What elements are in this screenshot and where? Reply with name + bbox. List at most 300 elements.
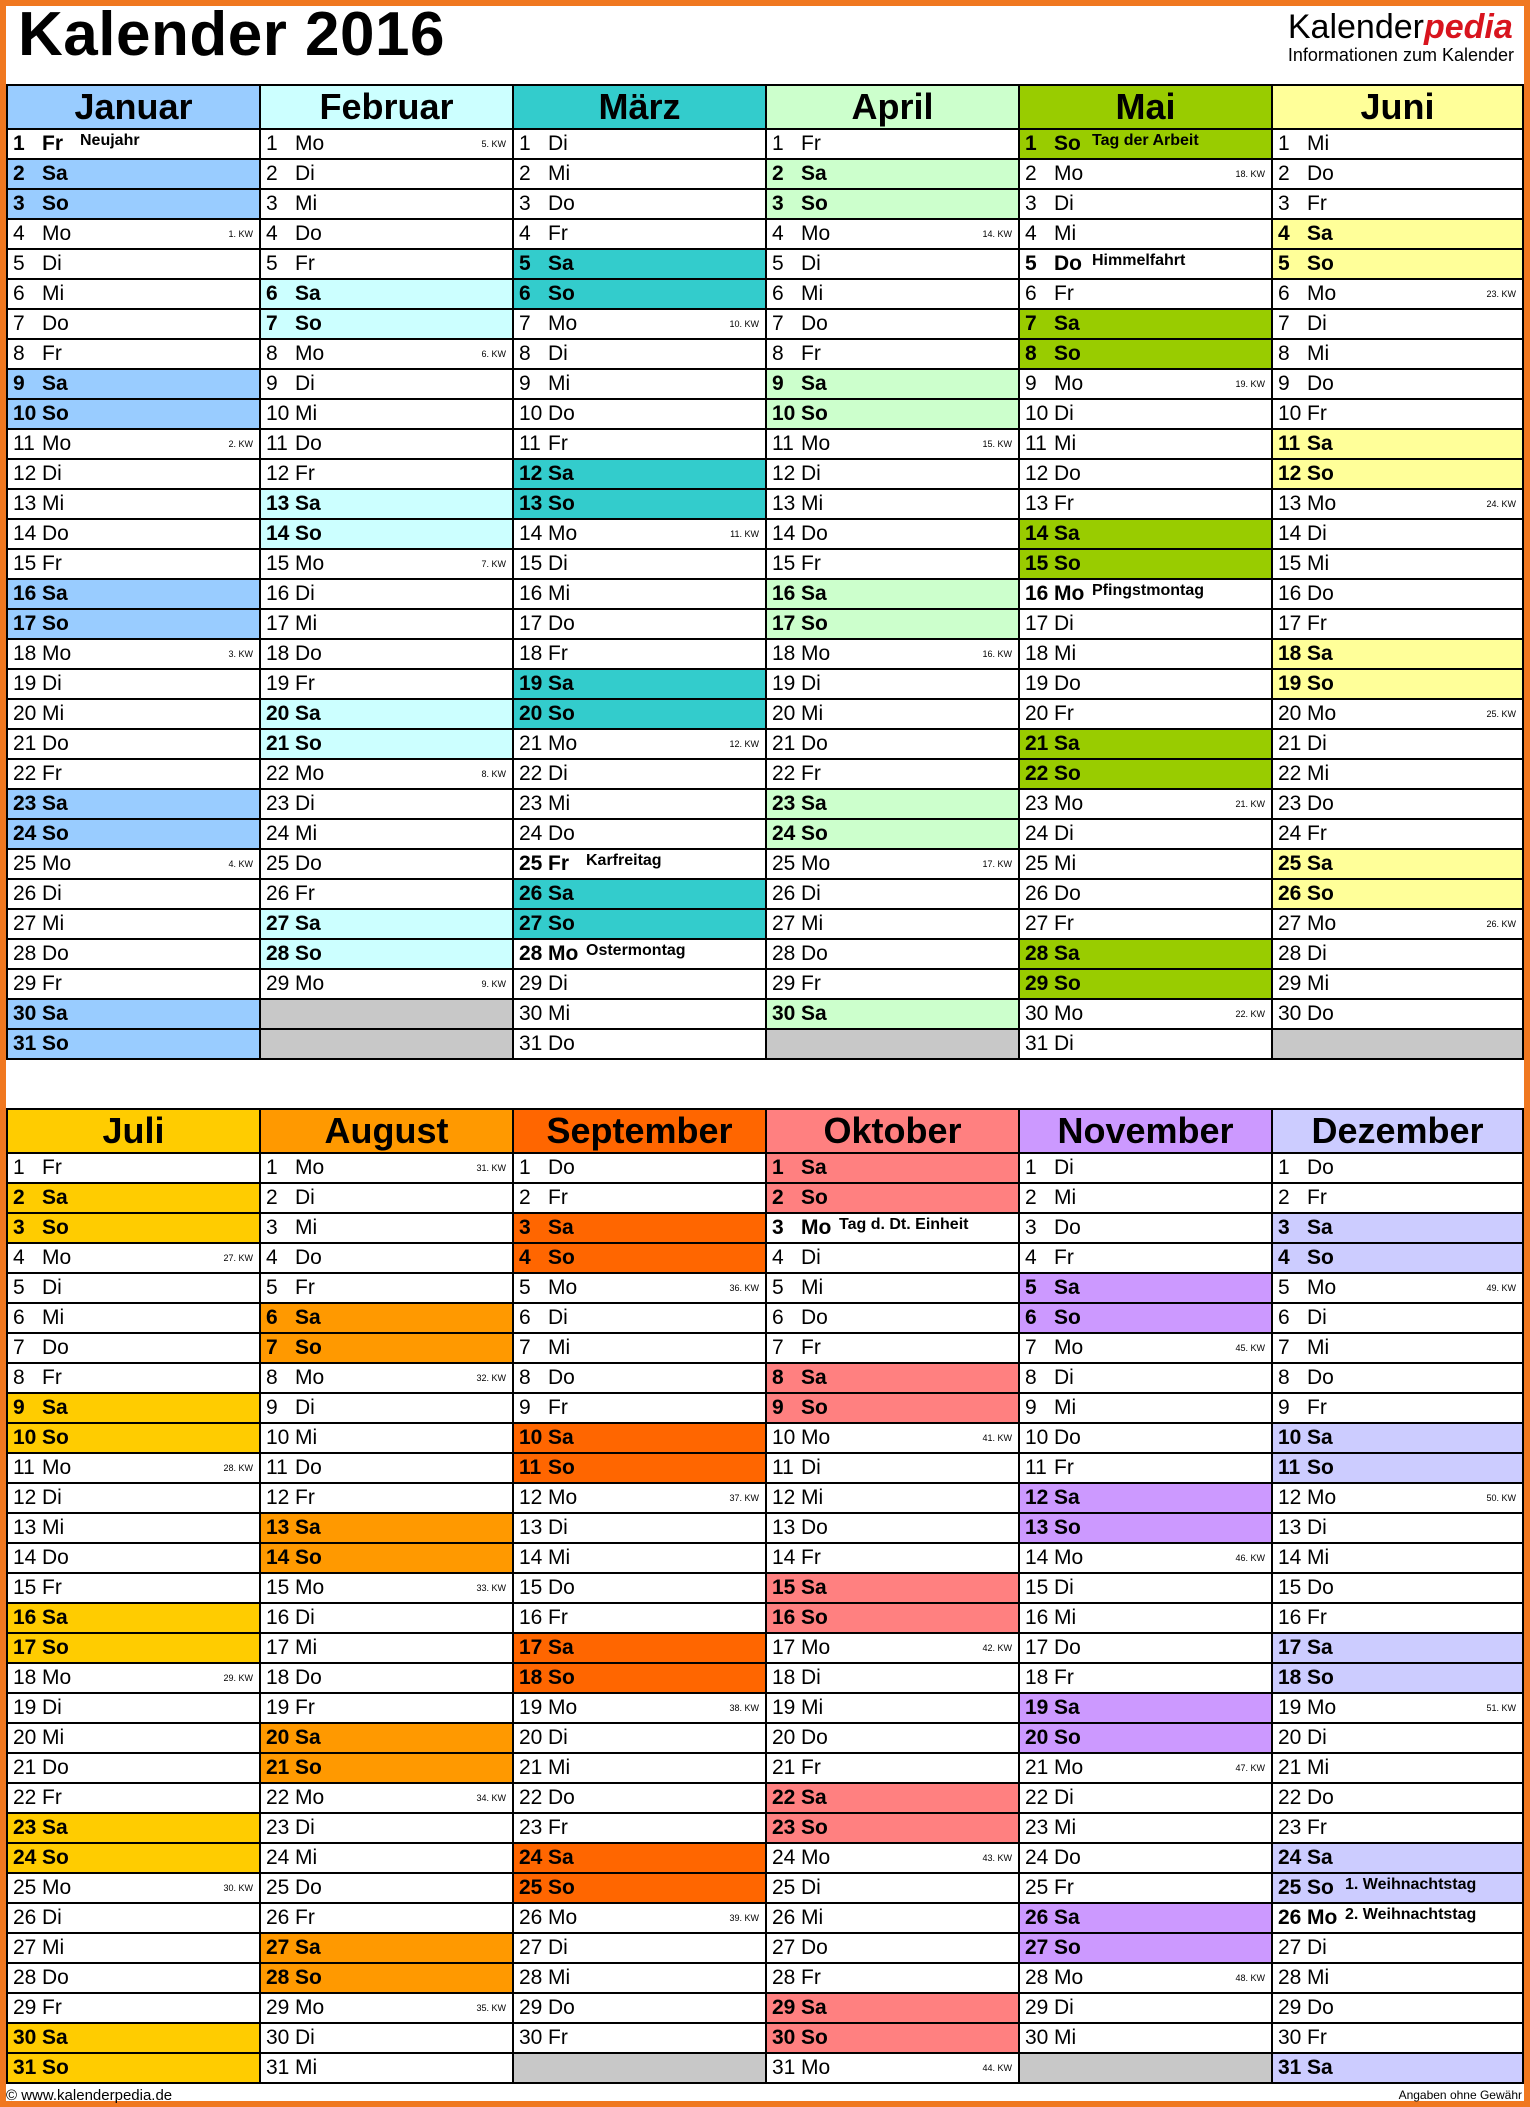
day-number: 20: [519, 1726, 543, 1749]
day-row: [8, 940, 259, 970]
day-number: 7: [1278, 312, 1290, 335]
day-row: [1020, 1934, 1271, 1964]
day-row: [514, 160, 765, 190]
month-column-april: [765, 84, 1018, 1060]
week-number: 26. KW: [1486, 919, 1516, 929]
weekday: Fr: [548, 1396, 568, 1419]
day-row: [1020, 1184, 1271, 1214]
day-row: [1020, 190, 1271, 220]
weekday: Do: [295, 1876, 322, 1899]
day-number: 4: [519, 222, 531, 245]
weekday: Fr: [1054, 1246, 1074, 1269]
weekday: Di: [1054, 192, 1074, 215]
weekday: Di: [1307, 942, 1327, 965]
weekday: Fr: [801, 972, 821, 995]
weekday: Do: [1054, 1846, 1081, 1869]
day-number: 3: [519, 1216, 531, 1239]
weekday: So: [1307, 1666, 1334, 1689]
day-number: 2: [772, 1186, 784, 1209]
weekday: Do: [548, 1996, 575, 2019]
weekday: Mo: [1054, 162, 1084, 185]
day-number: 13: [13, 492, 37, 515]
day-number: 7: [13, 1336, 25, 1359]
day-row: [767, 1574, 1018, 1604]
weekday: Di: [548, 1726, 568, 1749]
day-number: 5: [266, 1276, 278, 1299]
day-row: [1273, 1364, 1522, 1394]
day-row: [1020, 1634, 1271, 1664]
day-number: 28: [519, 942, 543, 965]
month-column-november: [1018, 1108, 1271, 2084]
weekday: Di: [1054, 1032, 1074, 1055]
day-row: [1020, 520, 1271, 550]
day-number: 3: [1025, 192, 1037, 215]
day-row: [1273, 1934, 1522, 1964]
day-row: [261, 520, 512, 550]
weekday: Mo: [42, 222, 72, 245]
day-number: 3: [266, 192, 278, 215]
day-row: [261, 1244, 512, 1274]
day-number: 28: [266, 942, 290, 965]
day-row: [261, 1364, 512, 1394]
weekday: Fr: [1054, 282, 1074, 305]
weekday: Di: [295, 792, 315, 815]
weekday: Fr: [1307, 2026, 1327, 2049]
day-number: 19: [519, 1696, 543, 1719]
day-row: [261, 1754, 512, 1784]
day-row: [767, 820, 1018, 850]
day-number: 31: [1278, 2056, 1302, 2079]
day-row: [8, 130, 259, 160]
weekday: Do: [801, 312, 828, 335]
weekday: Mo: [295, 1576, 325, 1599]
week-number: 31. KW: [476, 1163, 506, 1173]
month-header: Juli: [8, 1108, 259, 1154]
day-number: 29: [266, 972, 290, 995]
weekday: Mi: [1054, 222, 1077, 245]
day-number: 27: [1025, 912, 1049, 935]
weekday: Sa: [1054, 312, 1080, 335]
weekday: Fr: [42, 1156, 62, 1179]
weekday: Mo: [295, 1996, 325, 2019]
weekday: Do: [548, 1156, 575, 1179]
day-number: 2: [772, 162, 784, 185]
day-number: 29: [772, 972, 796, 995]
weekday: Di: [801, 1876, 821, 1899]
day-number: 10: [266, 402, 290, 425]
day-number: 19: [13, 1696, 37, 1719]
day-row: [261, 490, 512, 520]
day-number: 18: [266, 642, 290, 665]
day-row: [767, 940, 1018, 970]
weekday: Mi: [1054, 1396, 1077, 1419]
weekday: Do: [1307, 1576, 1334, 1599]
day-row: [767, 400, 1018, 430]
weekday: Sa: [801, 1576, 827, 1599]
day-number: 28: [13, 1966, 37, 1989]
day-number: 7: [266, 312, 278, 335]
day-row: [261, 460, 512, 490]
day-number: 21: [13, 1756, 37, 1779]
day-number: 27: [772, 912, 796, 935]
day-row: [1273, 640, 1522, 670]
day-row: [767, 2024, 1018, 2054]
day-row: [1273, 730, 1522, 760]
weekday: Di: [1054, 822, 1074, 845]
day-number: 8: [1025, 342, 1037, 365]
weekday: Mi: [42, 702, 65, 725]
day-number: 19: [1278, 1696, 1302, 1719]
day-row: [261, 1874, 512, 1904]
day-row: [261, 1724, 512, 1754]
week-number: 50. KW: [1486, 1493, 1516, 1503]
day-number: 21: [266, 1756, 290, 1779]
day-row: [1020, 640, 1271, 670]
day-number: 17: [1025, 1636, 1049, 1659]
weekday: Di: [801, 672, 821, 695]
weekday: Sa: [42, 582, 68, 605]
day-row: [767, 1484, 1018, 1514]
day-number: 3: [1278, 1216, 1290, 1239]
day-number: 30: [519, 1002, 543, 1025]
day-row: [767, 1874, 1018, 1904]
day-row: [1020, 1844, 1271, 1874]
day-number: 3: [13, 192, 25, 215]
day-number: 24: [1278, 822, 1302, 845]
day-row: [767, 1214, 1018, 1244]
day-row: [1273, 2024, 1522, 2054]
weekday: Mi: [1307, 1546, 1330, 1569]
weekday: Di: [295, 582, 315, 605]
weekday: Mo: [801, 642, 831, 665]
day-row: [1273, 850, 1522, 880]
day-number: 2: [266, 1186, 278, 1209]
day-row: [1273, 1214, 1522, 1244]
day-number: 17: [772, 1636, 796, 1659]
page-title: Kalender 2016: [18, 0, 445, 69]
weekday: Mi: [295, 1636, 318, 1659]
day-number: 24: [772, 1846, 796, 1869]
day-row: [1273, 460, 1522, 490]
day-number: 21: [1278, 1756, 1302, 1779]
day-row: [8, 1514, 259, 1544]
weekday: Do: [1307, 1156, 1334, 1179]
day-row: [261, 1844, 512, 1874]
day-row: [1020, 2024, 1271, 2054]
weekday: Sa: [1307, 432, 1333, 455]
weekday: Fr: [42, 1786, 62, 1809]
weekday: Mi: [295, 1426, 318, 1449]
weekday: Sa: [295, 1936, 321, 1959]
day-number: 26: [266, 1906, 290, 1929]
day-row: [8, 310, 259, 340]
day-number: 18: [1278, 642, 1302, 665]
day-number: 4: [772, 222, 784, 245]
week-number: 30. KW: [223, 1883, 253, 1893]
day-row: [1020, 160, 1271, 190]
day-number: 24: [13, 1846, 37, 1869]
day-row: [514, 250, 765, 280]
weekday: Mo: [548, 1906, 578, 1929]
weekday: Mi: [548, 372, 571, 395]
weekday: Mo: [295, 132, 325, 155]
week-number: 29. KW: [223, 1673, 253, 1683]
day-row: [8, 1574, 259, 1604]
day-row: [1273, 880, 1522, 910]
week-number: 10. KW: [729, 319, 759, 329]
day-row: [767, 880, 1018, 910]
day-number: 8: [1278, 342, 1290, 365]
day-row: [261, 1664, 512, 1694]
day-number: 13: [13, 1516, 37, 1539]
day-number: 9: [519, 1396, 531, 1419]
day-row: [8, 370, 259, 400]
day-number: 22: [13, 762, 37, 785]
day-row: [767, 1184, 1018, 1214]
month-header: September: [514, 1108, 765, 1154]
weekday: Sa: [295, 702, 321, 725]
weekday: Mi: [801, 1276, 824, 1299]
day-row: [1020, 1244, 1271, 1274]
day-number: 13: [519, 492, 543, 515]
weekday: Di: [295, 162, 315, 185]
weekday: Sa: [801, 162, 827, 185]
holiday-label: Himmelfahrt: [1092, 252, 1186, 269]
day-number: 9: [13, 1396, 25, 1419]
weekday: Do: [295, 1456, 322, 1479]
day-number: 6: [13, 282, 25, 305]
day-row: [767, 1454, 1018, 1484]
day-row: [1020, 280, 1271, 310]
weekday: Fr: [1307, 1816, 1327, 1839]
day-number: 30: [266, 2026, 290, 2049]
day-row: [8, 1724, 259, 1754]
day-number: 2: [1278, 162, 1290, 185]
day-row: [8, 820, 259, 850]
day-number: 11: [772, 432, 794, 455]
day-row: [1020, 1000, 1271, 1030]
weekday: Do: [1054, 1636, 1081, 1659]
day-row: [767, 460, 1018, 490]
day-row: [514, 760, 765, 790]
weekday: Fr: [42, 342, 62, 365]
day-row: [261, 160, 512, 190]
weekday: Fr: [548, 1186, 568, 1209]
day-number: 15: [519, 1576, 543, 1599]
day-number: 28: [772, 942, 796, 965]
weekday: Do: [42, 1756, 69, 1779]
day-row: [261, 1964, 512, 1994]
day-number: 24: [519, 1846, 543, 1869]
weekday: Sa: [1054, 522, 1080, 545]
day-number: 11: [1025, 1456, 1047, 1479]
day-number: 28: [13, 942, 37, 965]
weekday: So: [42, 1426, 69, 1449]
day-number: 19: [266, 1696, 290, 1719]
day-row: [514, 1724, 765, 1754]
weekday: Mi: [42, 1936, 65, 1959]
day-row: [1273, 130, 1522, 160]
day-number: 3: [1278, 192, 1290, 215]
day-number: 16: [1025, 582, 1049, 605]
weekday: So: [1054, 1936, 1081, 1959]
weekday: Mi: [1307, 972, 1330, 995]
weekday: Fr: [295, 252, 315, 275]
day-row: [1020, 940, 1271, 970]
day-number: 19: [1025, 1696, 1049, 1719]
day-row: [1020, 370, 1271, 400]
weekday: Di: [42, 882, 62, 905]
day-row: [1273, 1784, 1522, 1814]
day-row: [514, 910, 765, 940]
weekday: So: [1054, 342, 1081, 365]
footer-disclaimer: Angaben ohne Gewähr: [1398, 2088, 1522, 2102]
day-number: 14: [266, 1546, 290, 1569]
day-number: 22: [1278, 762, 1302, 785]
weekday: So: [1054, 1306, 1081, 1329]
day-row: [767, 1154, 1018, 1184]
week-number: 24. KW: [1486, 499, 1516, 509]
weekday: Fr: [801, 1966, 821, 1989]
day-number: 14: [266, 522, 290, 545]
weekday: Di: [1307, 732, 1327, 755]
weekday: Di: [42, 1276, 62, 1299]
weekday: So: [42, 1216, 69, 1239]
day-row: [8, 1874, 259, 1904]
weekday: Di: [295, 372, 315, 395]
weekday: Sa: [1307, 2056, 1333, 2079]
weekday: Fr: [42, 552, 62, 575]
day-row: [767, 760, 1018, 790]
day-number: 29: [266, 1996, 290, 2019]
weekday: Mo: [548, 942, 579, 965]
day-row: [8, 970, 259, 1000]
day-number: 30: [1025, 2026, 1049, 2049]
day-row: [261, 970, 512, 1000]
weekday: So: [42, 822, 69, 845]
day-row: [8, 1334, 259, 1364]
weekday: Do: [1054, 1426, 1081, 1449]
month-header: November: [1020, 1108, 1271, 1154]
day-row: [8, 490, 259, 520]
weekday: Mo: [1307, 702, 1337, 725]
day-number: 25: [772, 1876, 796, 1899]
weekday: Do: [801, 1516, 828, 1539]
day-number: 16: [1025, 1606, 1049, 1629]
weekday: Di: [548, 552, 568, 575]
day-row: [8, 1664, 259, 1694]
day-number: 8: [772, 342, 784, 365]
day-number: 23: [1278, 1816, 1302, 1839]
month-column-märz: [512, 84, 765, 1060]
weekday: Mo: [295, 972, 325, 995]
day-number: 6: [1278, 282, 1290, 305]
day-number: 8: [13, 1366, 25, 1389]
day-number: 15: [772, 552, 796, 575]
weekday: Sa: [548, 1636, 574, 1659]
day-row: [767, 1394, 1018, 1424]
day-number: 26: [772, 882, 796, 905]
day-number: 23: [1025, 1816, 1049, 1839]
day-number: 14: [1278, 522, 1302, 545]
day-row: [1020, 1784, 1271, 1814]
day-row: [1020, 1574, 1271, 1604]
day-number: 16: [266, 1606, 290, 1629]
weekday: Mo: [1307, 1486, 1337, 1509]
weekday: Sa: [1307, 1216, 1333, 1239]
weekday: Sa: [42, 1816, 68, 1839]
day-row: [8, 1814, 259, 1844]
day-row: [514, 940, 765, 970]
day-number: 30: [1278, 1002, 1302, 1025]
weekday: Sa: [1307, 1846, 1333, 1869]
day-number: 23: [13, 1816, 37, 1839]
day-row: [767, 1934, 1018, 1964]
weekday: Mo: [1054, 372, 1084, 395]
day-row: [767, 790, 1018, 820]
day-number: 18: [1025, 1666, 1049, 1689]
weekday: So: [1054, 1726, 1081, 1749]
weekday: So: [548, 1246, 575, 1269]
day-row: [1020, 130, 1271, 160]
weekday: Di: [42, 1696, 62, 1719]
weekday: So: [295, 312, 322, 335]
day-row: [8, 1964, 259, 1994]
day-row: [1273, 1694, 1522, 1724]
weekday: So: [295, 1336, 322, 1359]
weekday: Mo: [801, 1426, 831, 1449]
day-row: [1020, 1514, 1271, 1544]
day-number: 7: [772, 1336, 784, 1359]
day-number: 25: [1278, 1876, 1302, 1899]
day-row: [261, 250, 512, 280]
weekday: So: [295, 1546, 322, 1569]
day-number: 15: [1278, 1576, 1302, 1599]
day-row: [514, 1964, 765, 1994]
week-number: 21. KW: [1235, 799, 1265, 809]
day-number: 23: [772, 792, 796, 815]
day-number: 26: [1278, 882, 1302, 905]
day-number: 25: [1278, 852, 1302, 875]
day-number: 14: [772, 522, 796, 545]
day-number: 13: [1278, 1516, 1302, 1539]
day-number: 17: [772, 612, 796, 635]
day-number: 1: [772, 132, 784, 155]
day-number: 11: [519, 1456, 542, 1479]
week-number: 18. KW: [1235, 169, 1265, 179]
month-column-september: [512, 1108, 765, 2084]
week-number: 36. KW: [729, 1283, 759, 1293]
weekday: So: [1054, 132, 1081, 155]
weekday: Di: [1307, 522, 1327, 545]
day-row: [514, 1274, 765, 1304]
weekday: Mo: [1054, 1336, 1084, 1359]
weekday: Do: [295, 1246, 322, 1269]
day-row: [8, 1214, 259, 1244]
day-number: 6: [1025, 282, 1037, 305]
day-number: 25: [772, 852, 796, 875]
weekday: Do: [42, 1336, 69, 1359]
day-row: [8, 460, 259, 490]
day-number: 15: [13, 552, 37, 575]
day-number: 17: [519, 612, 543, 635]
day-number: 9: [1025, 372, 1037, 395]
brand-tagline: Informationen zum Kalender: [1287, 45, 1514, 65]
weekday: Mo: [801, 1636, 831, 1659]
week-number: 8. KW: [481, 769, 506, 779]
day-number: 8: [1025, 1366, 1037, 1389]
day-row: [8, 550, 259, 580]
